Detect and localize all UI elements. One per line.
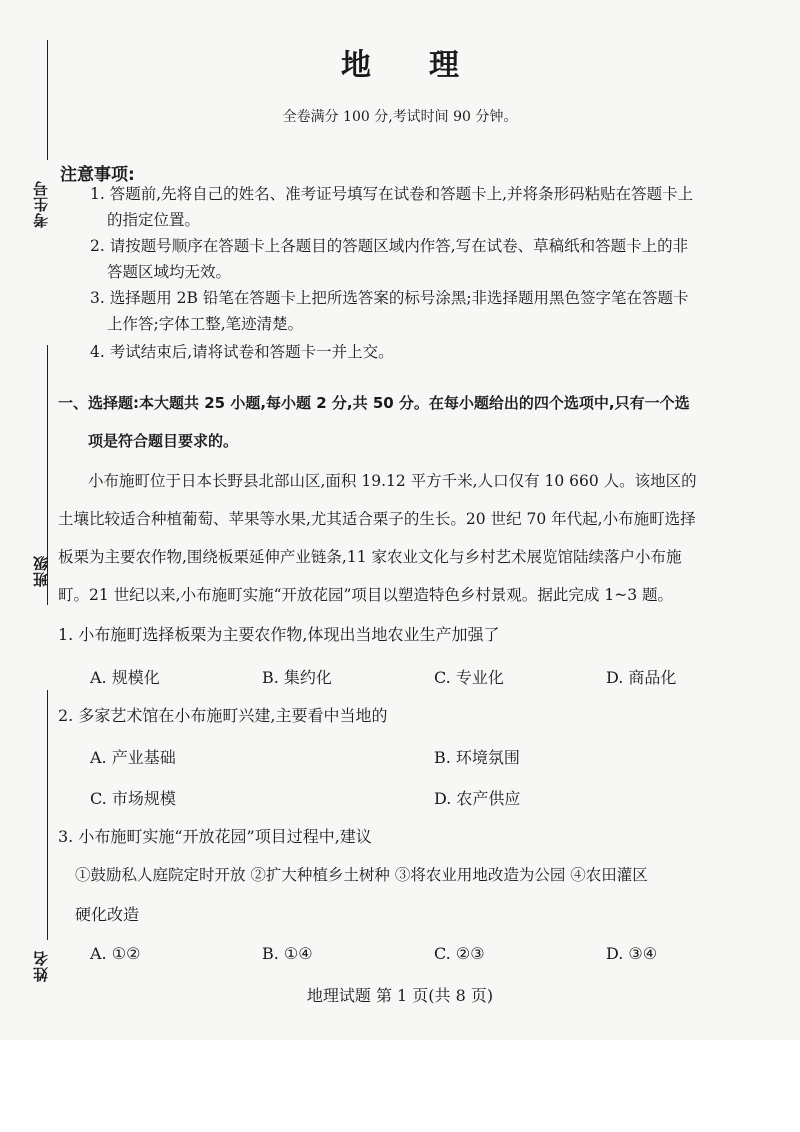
q2-option-a: A. 产业基础	[90, 748, 176, 767]
q2-option-c: C. 市场规模	[90, 789, 176, 808]
page-footer: 地理试题 第 1 页(共 8 页)	[306, 986, 494, 1005]
page-title: 地理	[341, 48, 517, 83]
notice-item: 的指定位置。	[107, 211, 201, 229]
q1-option-a: A. 规模化	[90, 668, 160, 687]
q3-option-a: A. ①②	[90, 944, 141, 963]
name-label: 姓名	[32, 950, 50, 982]
q1-option-d: D. 商品化	[606, 668, 677, 687]
question-2-stem: 2. 多家艺术馆在小布施町兴建,主要看中当地的	[58, 706, 388, 725]
passage-line: 町。21 世纪以来,小布施町实施“开放花园”项目以塑造特色乡村景观。据此完成 1~3 题。	[58, 586, 673, 604]
section-heading: 一、选择题:本大题共 25 小题,每小题 2 分,共 50 分。在每小题给出的四个选项中,只有一个选	[58, 394, 690, 412]
q1-option-b: B. 集约化	[262, 668, 332, 687]
q3-statements-cont: 硬化改造	[75, 905, 140, 924]
q3-option-d: D. ③④	[606, 944, 658, 963]
exam-number-label: 考生号	[32, 180, 50, 228]
q3-option-c: C. ②③	[434, 944, 485, 963]
question-1-stem: 1. 小布施町选择板栗为主要农作物,体现出当地农业生产加强了	[58, 625, 500, 644]
notice-item: 1. 答题前,先将自己的姓名、准考证号填写在试卷和答题卡上,并将条形码粘贴在答题卡上	[90, 185, 694, 203]
passage-line: 土壤比较适合种植葡萄、苹果等水果,尤其适合栗子的生长。20 世纪 70 年代起,小布施町选择	[58, 510, 696, 528]
q2-option-d: D. 农产供应	[434, 789, 521, 808]
notice-item: 4. 考试结束后,请将试卷和答题卡一并上交。	[90, 343, 394, 361]
notice-item: 上作答;字体工整,笔迹清楚。	[107, 315, 304, 333]
notice-item: 答题区域均无效。	[107, 263, 232, 281]
q3-statements: ①鼓励私人庭院定时开放 ②扩大种植乡土树种 ③将农业用地改造为公园 ④农田灌区	[75, 866, 648, 884]
class-label: 班级	[32, 555, 50, 587]
notice-item: 3. 选择题用 2B 铅笔在答题卡上把所选答案的标号涂黑;非选择题用黑色签字笔在答题卡	[90, 289, 689, 307]
notice-heading: 注意事项:	[60, 165, 135, 185]
question-3-stem: 3. 小布施町实施“开放花园”项目过程中,建议	[58, 827, 372, 846]
passage-line: 板栗为主要农作物,围绕板栗延伸产业链条,11 家农业文化与乡村艺术展览馆陆续落户小布施	[58, 548, 682, 566]
exam-subtitle: 全卷满分 100 分,考试时间 90 分钟。	[282, 109, 518, 125]
q2-option-b: B. 环境氛围	[434, 748, 520, 767]
section-heading-cont: 项是符合题目要求的。	[88, 432, 239, 450]
q1-option-c: C. 专业化	[434, 668, 504, 687]
notice-item: 2. 请按题号顺序在答题卡上各题目的答题区域内作答,写在试卷、草稿纸和答题卡上的非	[90, 237, 689, 255]
binding-line-bottom	[47, 690, 48, 940]
q3-option-b: B. ①④	[262, 944, 313, 963]
passage-line: 小布施町位于日本长野县北部山区,面积 19.12 平方千米,人口仅有 10 660 人。该地区的	[88, 472, 697, 490]
